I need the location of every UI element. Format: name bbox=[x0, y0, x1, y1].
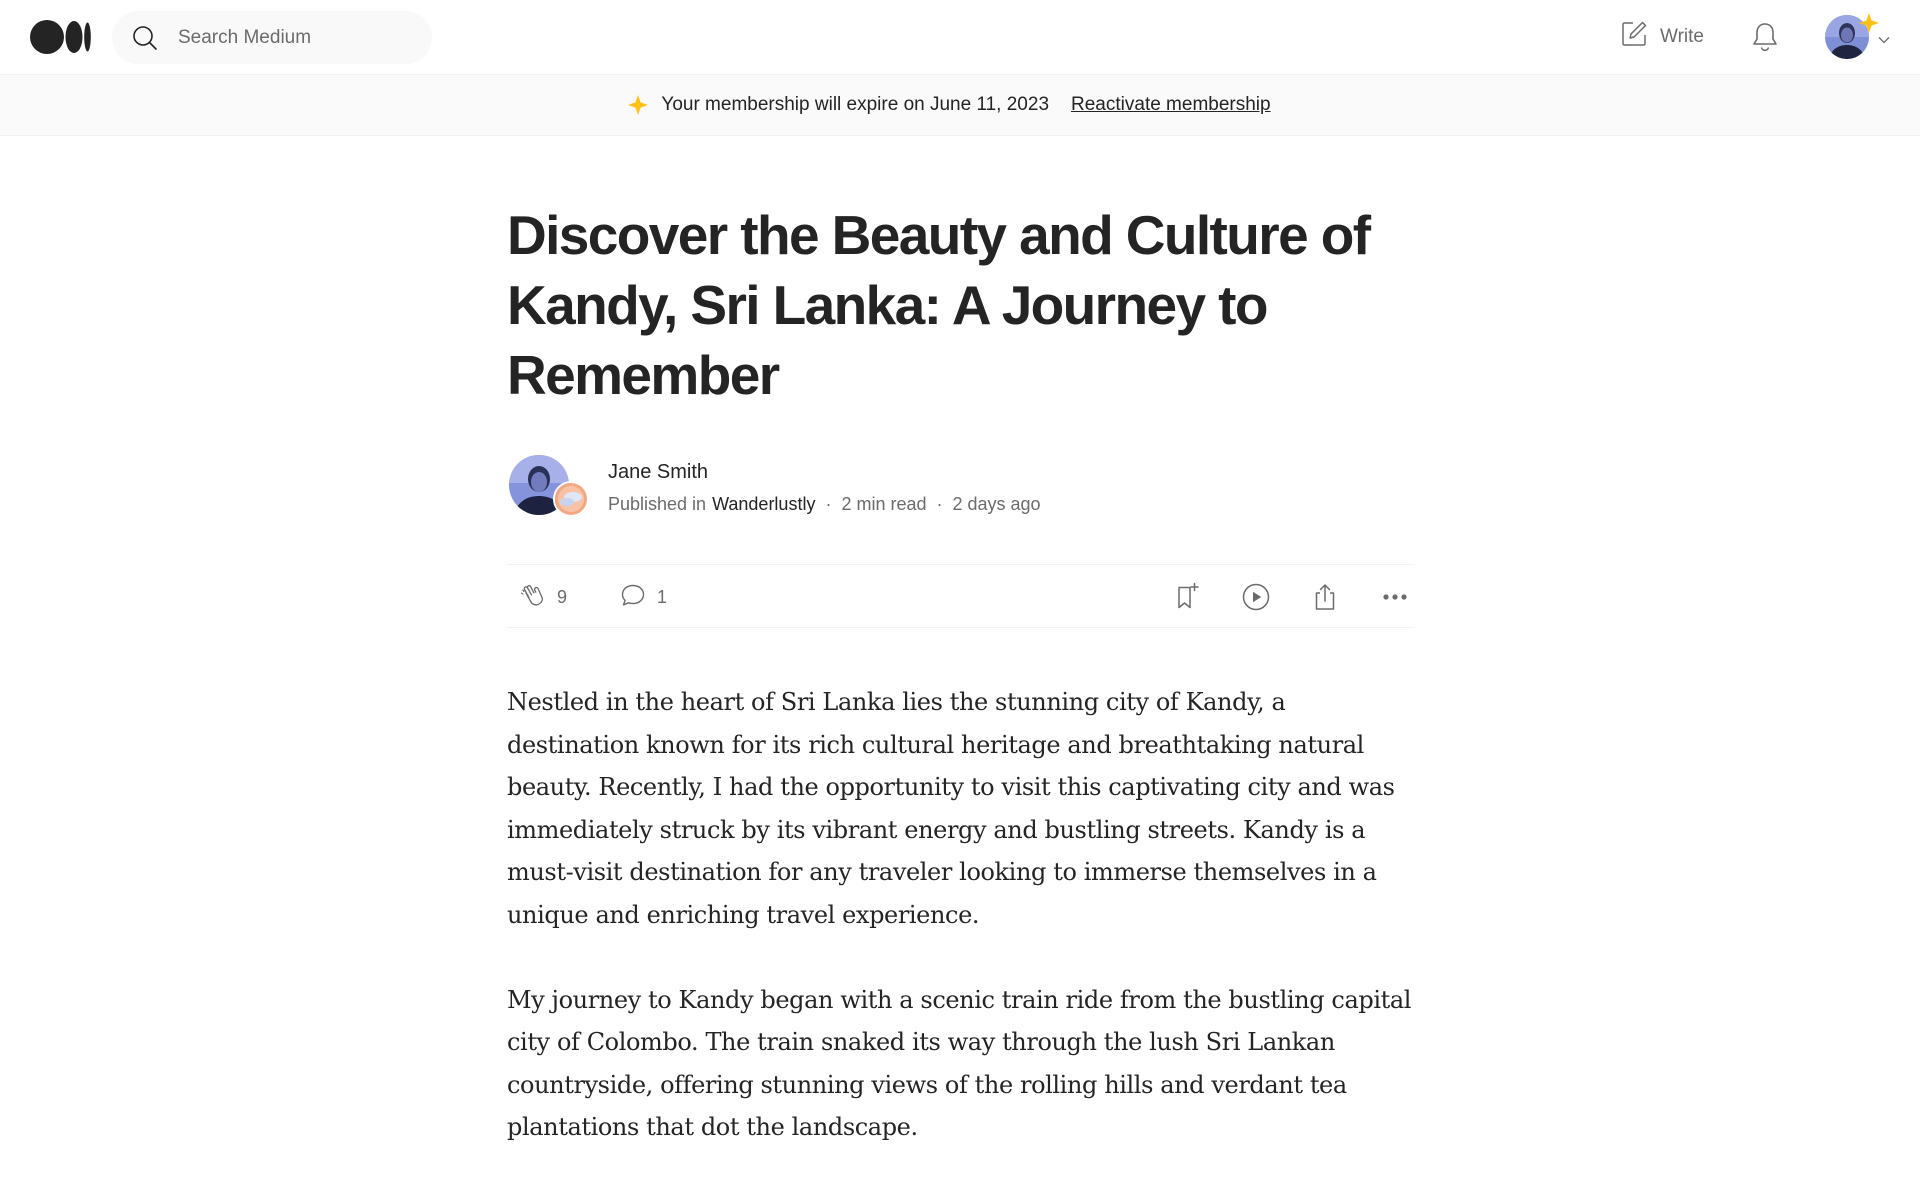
posted-date: 2 days ago bbox=[952, 494, 1041, 514]
response-count: 1 bbox=[657, 587, 668, 607]
membership-banner bbox=[0, 75, 1920, 136]
chevron-down-icon bbox=[1878, 36, 1890, 44]
article-meta bbox=[608, 494, 1041, 515]
reactivate-membership-link[interactable]: Reactivate membership bbox=[1071, 94, 1271, 115]
write-button[interactable] bbox=[1620, 20, 1704, 54]
write-label: Write bbox=[1660, 26, 1704, 47]
responses-button[interactable] bbox=[619, 581, 667, 614]
article-body bbox=[507, 681, 1415, 1191]
article-paragraph: My journey to Kandy began with a scenic train ride from the bustling capital city of Colombo. The train snaked its way through the lush Sri Lankan countryside, offering stunning views of the rolling hills and verdant tea plantations that dot the landscape. bbox=[507, 985, 1412, 1142]
meta-separator: · bbox=[936, 494, 943, 514]
top-nav bbox=[0, 0, 1920, 75]
clap-icon bbox=[519, 581, 547, 614]
meta-separator: · bbox=[825, 494, 832, 514]
published-in-label: Published in bbox=[608, 494, 707, 514]
write-icon bbox=[1620, 20, 1648, 54]
clap-button[interactable] bbox=[519, 581, 567, 614]
comment-icon bbox=[619, 581, 647, 614]
publication-name[interactable]: Wanderlustly bbox=[712, 494, 816, 514]
bell-icon[interactable] bbox=[1750, 21, 1780, 53]
play-icon[interactable] bbox=[1240, 581, 1272, 613]
share-icon[interactable] bbox=[1309, 581, 1341, 613]
publication-avatar[interactable] bbox=[553, 481, 589, 517]
article bbox=[507, 200, 1415, 1142]
membership-message: Your membership will expire on June 11, 2023 bbox=[661, 94, 1050, 115]
clap-count: 9 bbox=[557, 587, 568, 607]
bookmark-add-icon[interactable] bbox=[1171, 581, 1203, 613]
article-paragraph: Nestled in the heart of Sri Lanka lies the stunning city of Kandy, a destination known for its rich cultural heritage and breathtaking natural beauty. Recently, I had the opportunity to visit this captivating city and was immediately struck by its vibrant energy and bustling streets. Kandy is a must-visit destination for any traveler looking to immerse themselves in a unique and enriching travel experience. bbox=[507, 688, 1395, 929]
search-input[interactable] bbox=[176, 26, 416, 50]
more-icon[interactable] bbox=[1379, 581, 1411, 613]
article-title: Discover the Beauty and Culture of Kandy, Sri Lanka: A Journey to Remember bbox=[507, 204, 1370, 406]
author-name[interactable]: Jane Smith bbox=[608, 461, 709, 483]
byline bbox=[507, 455, 1415, 519]
search-bar[interactable] bbox=[112, 11, 432, 64]
search-icon bbox=[132, 23, 162, 53]
read-time: 2 min read bbox=[841, 494, 927, 514]
star-icon bbox=[627, 94, 649, 116]
medium-logo-icon[interactable] bbox=[30, 19, 92, 55]
star-icon bbox=[1858, 12, 1880, 34]
article-action-bar bbox=[507, 564, 1415, 628]
profile-menu-button[interactable] bbox=[1822, 12, 1890, 62]
